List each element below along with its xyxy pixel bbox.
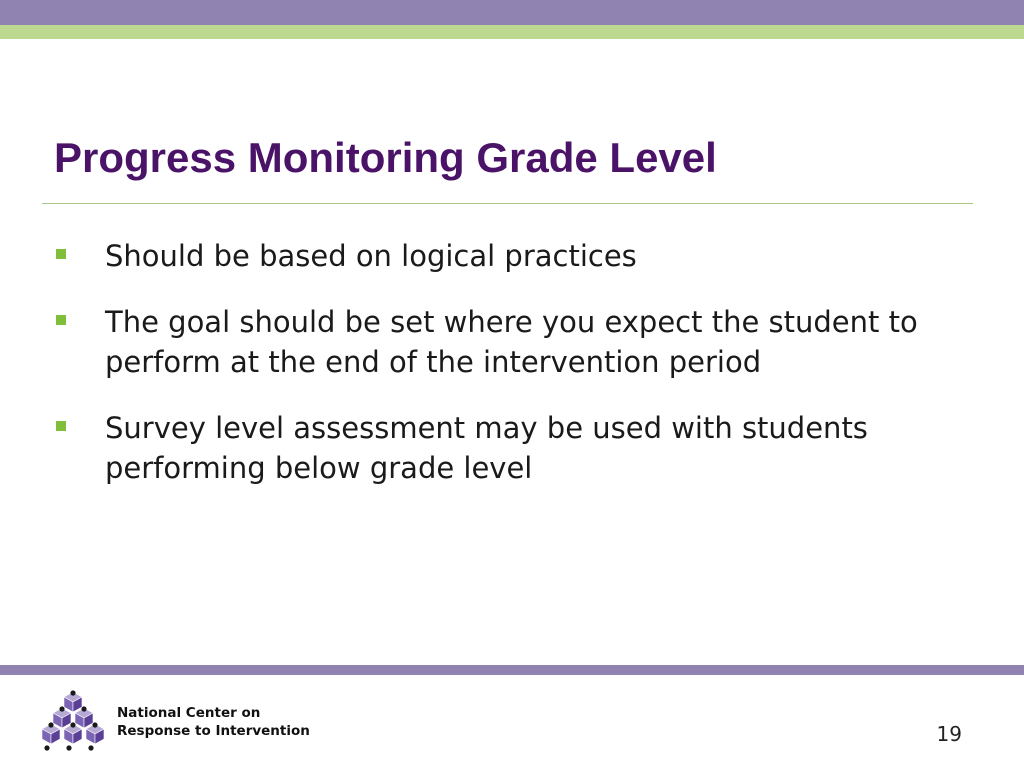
square-bullet-icon [56, 249, 66, 259]
bullet-item [56, 236, 976, 276]
bullet-text: Survey level assessment may be used with students performing below grade level [105, 411, 868, 485]
title-divider [42, 203, 973, 204]
bullet-item [56, 408, 976, 488]
square-bullet-icon [56, 315, 66, 325]
org-name-line-1: National Center on [117, 705, 261, 721]
bullet-list [56, 236, 976, 514]
bullet-item [56, 302, 976, 382]
slide-title: Progress Monitoring Grade Level [54, 134, 717, 181]
footer-accent-bar [0, 665, 1024, 675]
bullet-text: The goal should be set where you expect the student to perform at the end of the intervention period [105, 305, 918, 379]
top-accent-bar-green [0, 25, 1024, 39]
nccrti-cube-logo-icon [38, 690, 108, 754]
page-number: 19 [936, 722, 962, 746]
org-name-line-2: Response to Intervention [117, 723, 310, 739]
top-accent-bar-purple [0, 0, 1024, 25]
bullet-text: Should be based on logical practices [105, 239, 637, 273]
organization-name [117, 704, 310, 740]
square-bullet-icon [56, 421, 66, 431]
